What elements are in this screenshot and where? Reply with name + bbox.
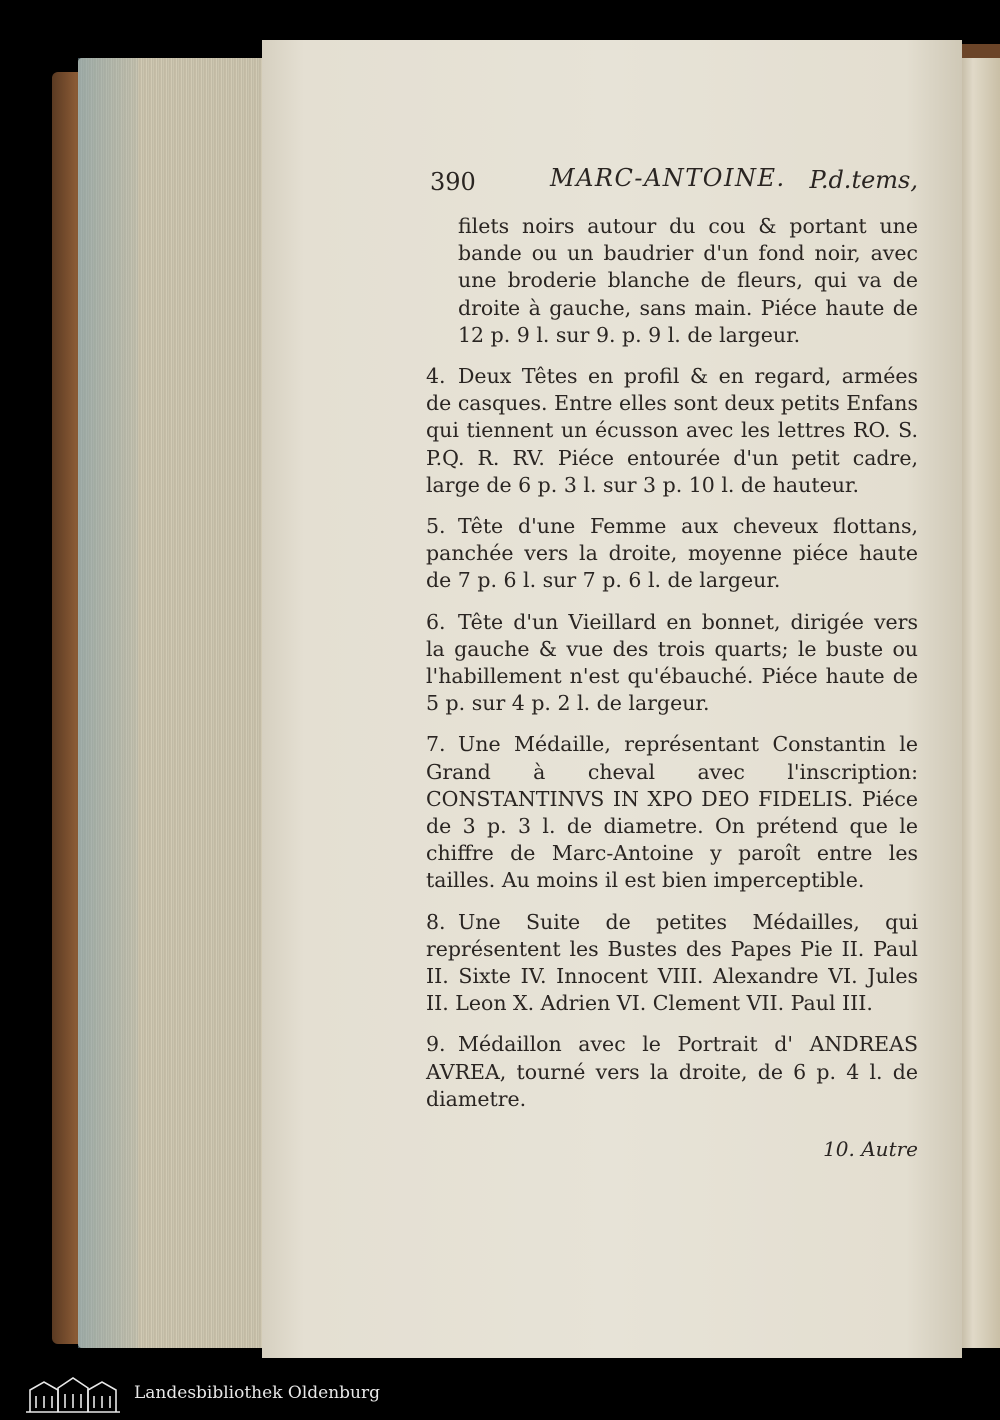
entry-number: 6. <box>426 609 446 634</box>
running-head <box>426 164 918 198</box>
entry-number: 5. <box>426 514 446 539</box>
footer-bar <box>0 1368 1000 1420</box>
running-subtitle: P.d.tems, <box>809 166 918 194</box>
catchword: 10. Autre <box>823 1137 918 1162</box>
entry-number: 8. <box>426 909 446 934</box>
library-building-icon <box>24 1374 122 1414</box>
institution-name: Landesbibliothek Oldenburg <box>134 1383 381 1403</box>
entry-number: 9. <box>426 1032 446 1057</box>
entry-text: Une Suite de petites Médailles, qui représentent les Bustes des Papes Pie II. Paul II. Sixte IV. Innocent VIII. Alexandre VI. Jules II. Leon X. Adrien VI. Clement VII. Paul III. <box>426 909 918 1016</box>
running-title: MARC-ANTOINE. <box>550 164 786 192</box>
continued-paragraph: filets noirs autour du cou & portant une bande ou un baudrier d'un fond noir, avec une broderie blanche de fleurs, qui va de droite à gauche, sans main. Piéce haute de 12 p. 9 l. sur 9. p. 9 l. de largeur. <box>458 214 918 347</box>
catalog-entry-8 <box>426 909 918 1018</box>
catalog-entry-7 <box>426 731 918 894</box>
entry-text: Une Médaille, représentant Constantin le Grand à cheval avec l'inscription: CONSTANTINVS IN XPO DEO FIDELIS. Piéce de 3 p. 3 l. de diametre. On prétend que le chiffre de Marc-Antoine y paroît entre les tailles. Au moins il est bien imperceptible. <box>426 732 918 893</box>
entry-number: 7. <box>426 732 446 757</box>
page-number: 390 <box>430 168 476 196</box>
entry-text: Tête d'un Vieillard en bonnet, dirigée vers la gauche & vue des trois quarts; le buste ou l'habillement n'est qu'ébauché. Piéce haute de 5 p. sur 4 p. 2 l. de largeur. <box>426 609 918 716</box>
entry-number: 4. <box>426 364 446 389</box>
page-edge-tint <box>78 58 138 1348</box>
entry-text: Deux Têtes en profil & en regard, armées de casques. Entre elles sont deux petits Enfans qui tiennent un écusson avec les lettres RO. S. P.Q. R. RV. Piéce entourée d'un petit cadre, large de 6 p. 3 l. sur 3 p. 10 l. de hauteur. <box>426 364 918 497</box>
cover-corner <box>958 44 1000 58</box>
catalog-entry-5 <box>426 513 918 595</box>
catalog-entry-4 <box>426 363 918 499</box>
catalog-entry-9 <box>426 1031 918 1113</box>
page-text <box>426 164 918 1161</box>
catalog-entry-6 <box>426 609 918 718</box>
entry-text: Médaillon avec le Portrait d' ANDREAS AVREA, tourné vers la droite, de 6 p. 4 l. de diametre. <box>426 1032 918 1111</box>
entry-text: Tête d'une Femme aux cheveux flottans, panchée vers la droite, moyenne piéce haute de 7 p. 6 l. sur 7 p. 6 l. de largeur. <box>426 514 918 593</box>
